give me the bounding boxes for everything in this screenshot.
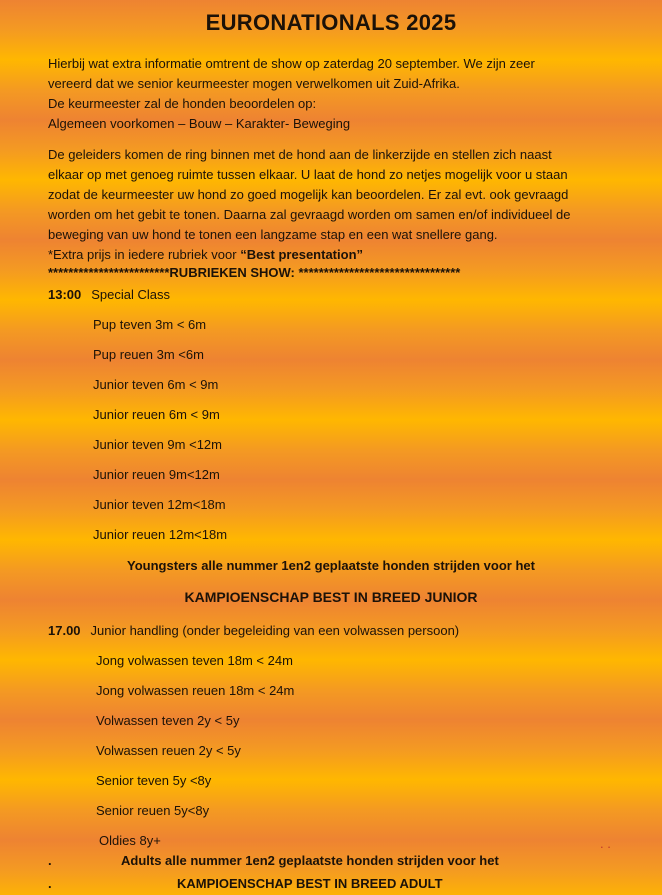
youngsters-note: Youngsters alle nummer 1en2 geplaatste honden strijden voor het (127, 558, 535, 573)
intro-line: vereerd dat we senior keurmeester mogen verwelkomen uit Zuid-Afrika. (48, 76, 460, 91)
special-time: 13:00 (48, 287, 82, 302)
bullet-dot: . (48, 876, 52, 891)
class-item: Senior teven 5y <8y (96, 773, 212, 788)
bullet-dot: . (48, 853, 52, 868)
intro-line: Algemeen voorkomen – Bouw – Karakter- Beweging (48, 116, 351, 131)
special-label: Special Class (91, 287, 171, 302)
handling-time: 17.00 (48, 623, 81, 638)
class-item: Junior reuen 9m<12m (93, 467, 220, 482)
class-item: Jong volwassen teven 18m < 24m (96, 653, 293, 668)
special-class-header (48, 287, 170, 302)
page-title: EURONATIONALS 2025 (205, 10, 457, 35)
class-item: Oldies 8y+ (99, 833, 161, 848)
intro-line: De keurmeester zal de honden beoordelen op: (48, 96, 317, 111)
class-item: Volwassen reuen 2y < 5y (96, 743, 241, 758)
procedure-line: De geleiders komen de ring binnen met de hond aan de linkerzijde en stellen zich naast (48, 147, 552, 162)
class-item: Junior teven 12m<18m (93, 497, 226, 512)
class-item: Jong volwassen reuen 18m < 24m (96, 683, 295, 698)
procedure-line: zodat de keurmeester uw hond zo goed mogelijk kan beoordelen. Er zal evt. ook gevraagd (48, 187, 569, 202)
marker-dots: . . (600, 836, 611, 851)
handling-label: Junior handling (onder begeleiding van een volwassen persoon) (90, 623, 460, 638)
intro-line: Hierbij wat extra informatie omtrent de show op zaterdag 20 september. We zijn zeer (48, 56, 535, 71)
procedure-paragraph (48, 145, 571, 265)
extra-prize-text: *Extra prijs in iedere rubriek voor (48, 247, 241, 262)
adult-championship-heading: KAMPIOENSCHAP BEST IN BREED ADULT (177, 876, 443, 891)
class-item: Volwassen teven 2y < 5y (96, 713, 240, 728)
class-item: Junior teven 9m <12m (93, 437, 222, 452)
class-item: Pup reuen 3m <6m (93, 347, 204, 362)
extra-prize-line (48, 245, 571, 265)
procedure-line: beweging van uw hond te tonen een langzame stap en een wat snellere gang. (48, 227, 498, 242)
rubrieken-heading: ************************RUBRIEKEN SHOW: ******************************** (48, 265, 461, 280)
junior-championship-heading: KAMPIOENSCHAP BEST IN BREED JUNIOR (184, 589, 478, 605)
class-item: Junior reuen 6m < 9m (93, 407, 220, 422)
procedure-line: worden om het gebit te tonen. Daarna zal gevraagd worden om samen en/of individueel de (48, 207, 571, 222)
class-item: Junior teven 6m < 9m (93, 377, 219, 392)
extra-prize-award: “Best presentation” (240, 247, 364, 262)
class-item: Senior reuen 5y<8y (96, 803, 210, 818)
class-item: Junior reuen 12m<18m (93, 527, 228, 542)
class-item: Pup teven 3m < 6m (93, 317, 207, 332)
procedure-line: elkaar op met genoeg ruimte tussen elkaar. U laat de hond zo netjes mogelijk voor u staan (48, 167, 568, 182)
junior-handling-header (48, 623, 459, 638)
adults-note: Adults alle nummer 1en2 geplaatste honden strijden voor het (121, 853, 499, 868)
intro-paragraph (48, 54, 535, 134)
